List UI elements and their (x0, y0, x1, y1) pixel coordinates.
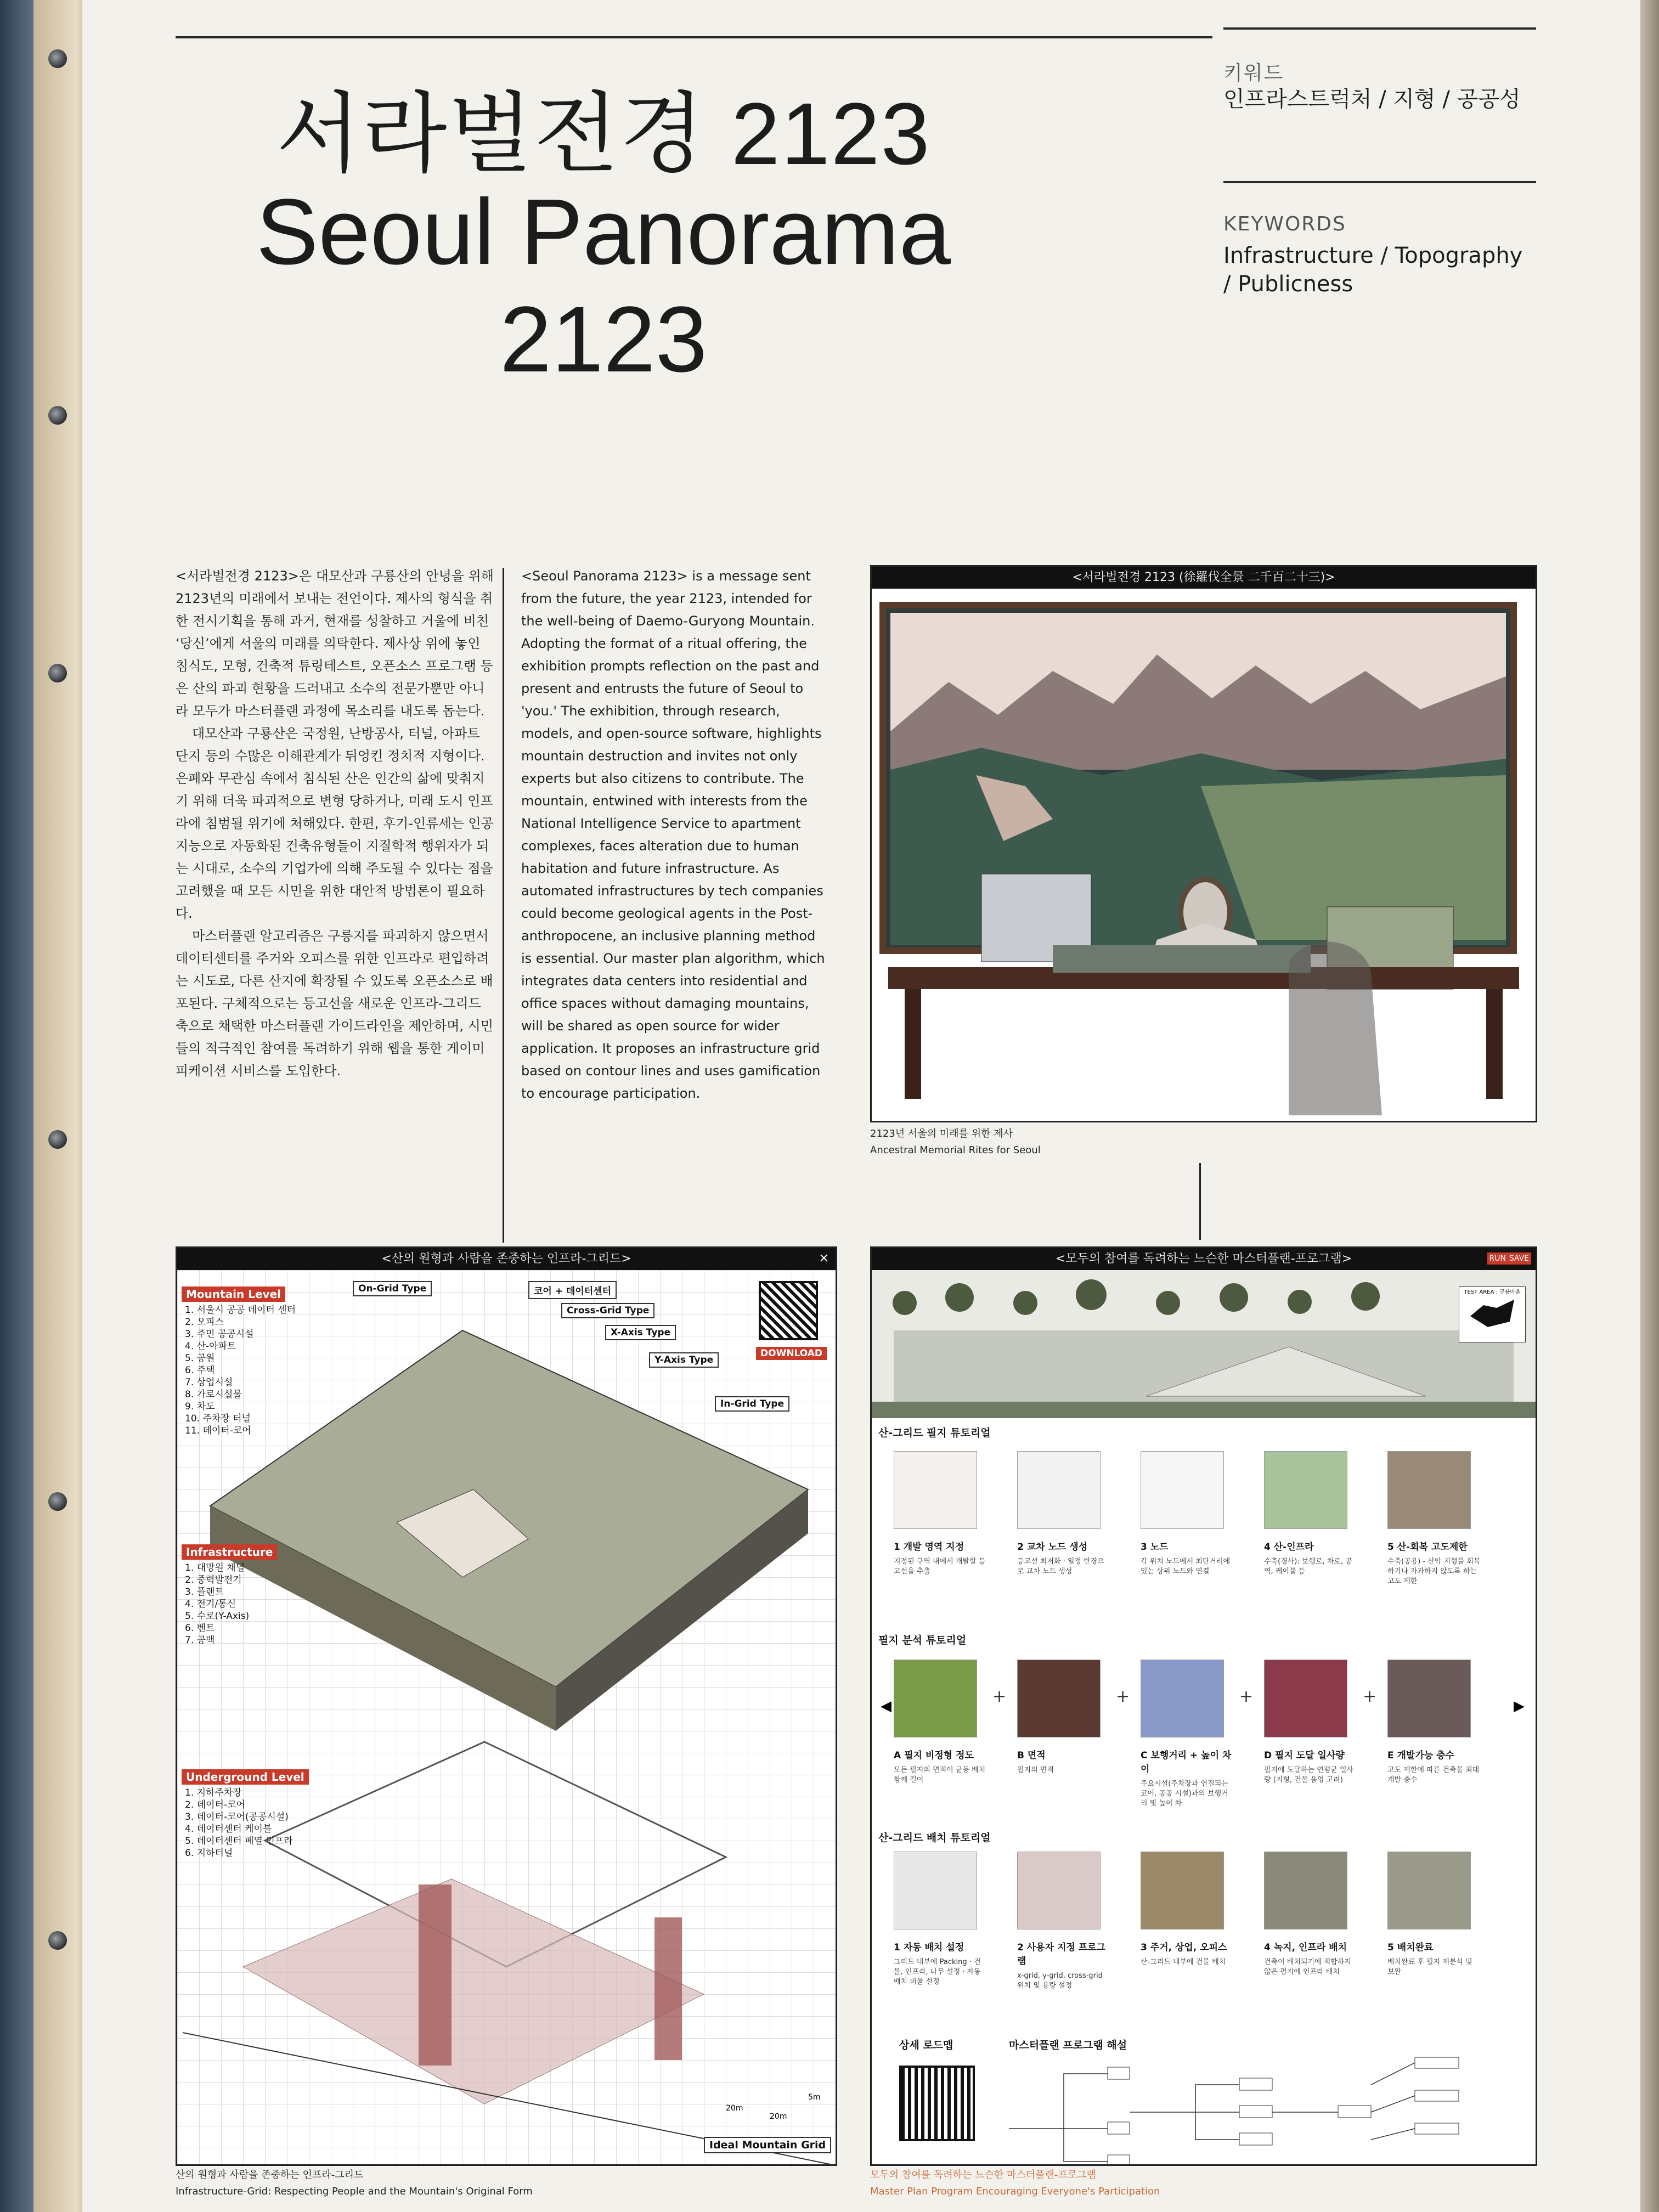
keyword-en-label: KEYWORDS (1223, 213, 1346, 235)
roadmap-label: 상세 로드맵 (899, 2039, 953, 2051)
infrastructure-grid-panel (176, 1246, 837, 2166)
tutorial-step[interactable] (1387, 1451, 1481, 1587)
step-name: 2 교차 노드 생성 (1017, 1542, 1088, 1553)
pin (48, 664, 67, 682)
next-arrow-icon[interactable]: ▶ (1514, 1698, 1525, 1714)
step-description: 모든 필지의 면적이 균등 배치 함께 길이 (894, 1766, 986, 1784)
step-thumbnail (1387, 1852, 1471, 1929)
step-description: 고도 제한에 따른 건축물 최대 개발 층수 (1387, 1766, 1480, 1784)
tutorial-step[interactable] (1141, 1660, 1234, 1809)
masterplan-caption-en: Master Plan Program Encouraging Everyone's Participation (870, 2186, 1160, 2197)
step-description: 주요시설(주차장과 연결되는 코어, 공공 시설)과의 보행거리 및 높이 차 (1141, 1780, 1228, 1808)
title-korean: 서라벌전경 2123 (276, 84, 931, 183)
step-thumbnail (1141, 1451, 1224, 1529)
tutorial-step[interactable] (1387, 1660, 1481, 1785)
step-description: 수축(공용) - 산악 지형을 회복하기나 자과하지 않도록 하는 고도 제한 (1387, 1558, 1481, 1585)
callout-cross-grid: Cross-Grid Type (561, 1303, 654, 1318)
tutorial-step[interactable] (894, 1451, 987, 1577)
legend-item: 2. 오피스 (185, 1317, 224, 1328)
step-thumbnail (894, 1451, 977, 1529)
callout-in-grid: In-Grid Type (715, 1396, 789, 1412)
step-thumbnail (1264, 1451, 1347, 1529)
step-description: 배치완료 후 필지 재분석 및 보완 (1387, 1958, 1472, 1976)
masterplan-header (872, 1248, 1536, 1270)
step-name: 1 개발 영역 지정 (894, 1542, 964, 1553)
section-placement-tutorial: 산-그리드 배치 튜토리얼 (878, 1832, 991, 1844)
step-thumbnail (1264, 1852, 1347, 1929)
step-name: 5 산-회복 고도제한 (1387, 1542, 1468, 1553)
tutorial-step[interactable] (1017, 1451, 1110, 1577)
keyword-en-value: Infrastructure / Topography / Publicness (1223, 243, 1523, 297)
title-rule (176, 36, 1212, 38)
program-explanation-label: 마스터플랜 프로그램 해설 (1009, 2039, 1127, 2051)
legend-item: 5. 공원 (185, 1353, 215, 1364)
masterplan-title: <모두의 참여를 독려하는 느슨한 마스터플랜-프로그램> (1055, 1252, 1352, 1266)
tutorial-step[interactable] (1264, 1660, 1357, 1785)
tutorial-step[interactable] (894, 1852, 987, 1987)
step-description: 그리드 내부에 Packing · 건물, 인프라, 나무 설정 · 자동배치 비율 설정 (894, 1958, 981, 1986)
test-area-label: TEST AREA : 구룡마을 (1464, 1289, 1521, 1295)
legend-item: 3. 데이터-코어(공공시설) (185, 1812, 289, 1822)
step-name: 5 배치완료 (1387, 1942, 1434, 1953)
step-description: 각 위치 노드에서 최단거리에 있는 상위 노드와 연결 (1141, 1558, 1231, 1576)
test-area-shape (1470, 1300, 1514, 1327)
mountain-level-list (185, 1304, 313, 1437)
step-thumbnail (1387, 1451, 1471, 1529)
village-illustration (872, 1270, 1536, 1418)
step-description: 건축이 배치되기에 적합하지 않은 필지에 인프라 배치 (1264, 1958, 1351, 1976)
step-name: 2 사용자 지정 프로그램 (1017, 1942, 1105, 1967)
legend-item: 11. 데이터-코어 (185, 1425, 251, 1436)
masterplan-caption-ko: 모두의 참여를 독려하는 느슨한 마스터플랜-프로그램 (870, 2169, 1096, 2181)
step-name: 4 산-인프라 (1264, 1542, 1314, 1553)
scale-label-b: 20m (770, 2112, 787, 2121)
callout-y-axis: Y-Axis Type (649, 1352, 719, 1368)
tutorial-step[interactable] (1141, 1852, 1234, 1967)
legend-item: 9. 차도 (185, 1401, 215, 1412)
legend-item: 7. 공백 (185, 1635, 215, 1646)
ideal-mountain-grid-label: Ideal Mountain Grid (704, 2137, 831, 2153)
close-icon[interactable]: ✕ (819, 1252, 829, 1266)
infrastructure-list (185, 1562, 313, 1646)
step-description: x-grid, y-grid, cross-grid 위치 및 용량 설정 (1017, 1972, 1103, 1990)
pin (48, 49, 67, 68)
legend-item: 1. 대망원 채널 (185, 1562, 245, 1573)
step-name: E 개발가능 층수 (1387, 1750, 1454, 1761)
english-text: <Seoul Panorama 2123> is a message sent from the future, the year 2123, intended for the well-being of Daemo-Guryong Mountain. Adopting the format of a ritual offering, the exhibition prompts reflection on the past and present and entrusts the future of Seoul to 'you.' The exhibition, through research, models, and open-source software, highlights mountain destruction and invites not only experts but also citizens to contribute. The mountain, entwined with interests from the National Intelligence Service to apartment complexes, faces alteration due to human habitation and future infrastructure. As automated infrastructures by tech companies could become geological agents in the Post-anthropocene, an inclusive planning method is essential. Our master plan algorithm, which integrates data centers into residential and office spaces without damaging mountains, will be shared as open source for wider application. It proposes an infrastructure grid based on contour lines and uses gamification to encourage participation. (521, 568, 825, 1101)
section-analysis-tutorial: 필지 분석 튜토리얼 (878, 1634, 967, 1646)
step-thumbnail (1141, 1660, 1224, 1737)
title-english: Seoul Panorama 2123 (256, 180, 951, 392)
qr-code (759, 1281, 818, 1340)
step-thumbnail (1017, 1660, 1101, 1737)
legend-item: 4. 산-아파트 (185, 1341, 236, 1352)
step-thumbnail (1387, 1660, 1471, 1737)
legend-item: 7. 상업시설 (185, 1377, 233, 1388)
underground-legend (182, 1769, 324, 1859)
legend-item: 5. 수로(Y-Axis) (185, 1611, 250, 1622)
tutorial-step[interactable] (1387, 1852, 1481, 1977)
test-area-map (1459, 1286, 1526, 1342)
step-thumbnail (894, 1852, 977, 1929)
grid-panel-title: <산의 원형과 사람을 존중하는 인프라-그리드> (381, 1252, 631, 1266)
panorama-header: <서라벌전경 2123 (徐羅伐全景 二千百二十三)> (872, 567, 1536, 589)
panorama-panel (870, 565, 1537, 1122)
grid-panel-header (177, 1248, 836, 1270)
tutorial-step[interactable] (1264, 1451, 1357, 1577)
legend-item: 6. 지하터널 (185, 1848, 233, 1859)
mountain-level-tag: Mountain Level (182, 1286, 285, 1302)
save-button[interactable]: SAVE (1507, 1252, 1531, 1265)
legend-item: 2. 중력발전기 (185, 1575, 242, 1585)
panorama-caption-en: Ancestral Memorial Rites for Seoul (870, 1144, 1041, 1156)
scale-label-c: 5m (808, 2093, 821, 2102)
legend-item: 3. 플랜트 (185, 1587, 224, 1598)
legend-item: 6. 벤트 (185, 1623, 215, 1634)
korean-paragraph: 대모산과 구룡산은 국정원, 난방공사, 터널, 아파트 단지 등의 수많은 이해관계가 뒤엉킨 정치적 지형이다. 은폐와 무관심 속에서 침식된 산은 인간의 삶에 맞춰지기 위해 더욱 파괴적으로 변형 당하거나, 미래 도시 인프라에 침범될 위기에 처해있다. 한편, 후기-인류세는 인공지능으로 자동화된 건축유형들이 지질학적 행위자가 되는 시대로, 소수의 기업가에 의해 주도될 수 있다는 점을 고려했을 때 모든 시민을 위한 대안적 방법론이 필요하다. (176, 726, 494, 921)
roadmap-qr-code (899, 2066, 975, 2141)
step-description: 수축(경사): 보행로, 차로, 공역, 케이블 등 (1264, 1558, 1352, 1576)
step-name: B 면적 (1017, 1750, 1046, 1761)
step-name: 3 주거, 상업, 오피스 (1141, 1942, 1227, 1953)
step-description: 필지의 면적 (1017, 1766, 1054, 1774)
wall-left (0, 0, 82, 2212)
tutorial-step[interactable] (1264, 1852, 1357, 1977)
korean-paragraph: <서라벌전경 2123>은 대모산과 구룡산의 안녕을 위해 2123년의 미래에서 보내는 전언이다. 제사의 형식을 취한 전시기획을 통해 과거, 현재를 성찰하고 거울에 비친 ‘당신’에게 서울의 미래를 의탁한다. 제사상 위에 놓인 침식도, 모형, 건축적 튜링테스트, 오픈소스 프로그램 등은 산의 파괴 현황을 드러내고 소수의 전문가뿐만 아니라 모두가 마스터플랜 과정에 목소리를 내도록 돕는다. (176, 568, 494, 719)
legend-item: 1. 지하주차장 (185, 1787, 242, 1798)
grid-caption-ko: 산의 원형과 사람을 존중하는 인프라-그리드 (176, 2169, 364, 2181)
infrastructure-legend (182, 1544, 313, 1646)
tutorial-step[interactable] (1017, 1852, 1110, 1991)
callout-core-datacenter: 코어 + 데이터센터 (528, 1281, 617, 1299)
step-thumbnail (1264, 1660, 1347, 1737)
keyword-ko-label: 키워드 (1223, 62, 1284, 84)
program-tree-diagram (998, 2052, 1525, 2166)
masterplan-program-panel (870, 1246, 1537, 2166)
plus-icon: + (1116, 1687, 1130, 1706)
panorama-caption-ko: 2123년 서울의 미래를 위한 제사 (870, 1128, 1013, 1139)
step-thumbnail (1141, 1852, 1224, 1929)
underground-tag: Underground Level (182, 1769, 309, 1785)
scale-label-a: 20m (726, 2104, 743, 2113)
step-name: C 보행거리 + 높이 차이 (1141, 1750, 1232, 1775)
step-thumbnail (1017, 1451, 1101, 1529)
tutorial-step[interactable] (1141, 1451, 1234, 1577)
callout-x-axis: X-Axis Type (605, 1325, 676, 1340)
step-name: 1 자동 배치 설정 (894, 1942, 964, 1953)
step-description: 지정된 구역 내에서 개발할 등고선을 추출 (894, 1558, 986, 1576)
plus-icon: + (1239, 1687, 1254, 1706)
run-button[interactable]: RUN (1487, 1252, 1508, 1265)
grid-caption-en: Infrastructure-Grid: Respecting People and the Mountain's Original Form (176, 2186, 533, 2197)
infrastructure-tag: Infrastructure (182, 1544, 277, 1560)
step-name: D 필지 도달 일사량 (1264, 1750, 1345, 1761)
plus-icon: + (1363, 1687, 1377, 1706)
pin (48, 406, 67, 425)
column-divider (503, 568, 504, 1243)
korean-text (176, 565, 494, 1082)
exhibition-board (82, 0, 1640, 2212)
wall-right (1637, 0, 1659, 2212)
download-button[interactable]: DOWNLOAD (756, 1347, 827, 1360)
legend-item: 2. 데이터-코어 (185, 1799, 245, 1810)
pin (48, 1931, 67, 1950)
step-thumbnail (894, 1660, 977, 1737)
step-name: 3 노드 (1141, 1542, 1169, 1553)
keyword-ko-value: 인프라스트럭처 / 지형 / 공공성 (1223, 87, 1521, 112)
keyword-rule-2 (1223, 181, 1536, 183)
step-description: 산-그리드 내부에 건물 배치 (1141, 1958, 1226, 1966)
keyword-rule (1223, 27, 1536, 30)
connector-line (1199, 1163, 1201, 1240)
section-grid-tutorial: 산-그리드 필지 튜토리얼 (878, 1427, 991, 1439)
step-name: A 필지 비정형 정도 (894, 1750, 974, 1761)
legend-item: 8. 가로시설물 (185, 1389, 242, 1400)
panorama-illustration (872, 589, 1536, 1121)
legend-item: 1. 서울시 공공 데이터 센터 (185, 1305, 296, 1316)
prev-arrow-icon[interactable]: ◀ (881, 1698, 891, 1714)
legend-item: 5. 데이터센터 폐열 인프라 (185, 1836, 293, 1847)
callout-on-grid: On-Grid Type (353, 1281, 432, 1296)
step-description: 필지에 도달하는 연평균 일사량 (지형, 건물 음영 고려) (1264, 1766, 1354, 1784)
legend-item: 3. 주민 공공시설 (185, 1329, 254, 1340)
pin (48, 1130, 67, 1149)
legend-item: 6. 주택 (185, 1365, 215, 1376)
legend-item: 4. 데이터센터 케이블 (185, 1824, 272, 1835)
step-description: 등고선 최저화 · 일정 반경으로 교차 노드 생성 (1017, 1558, 1104, 1576)
tutorial-step[interactable] (894, 1660, 987, 1785)
legend-item: 4. 전기/통신 (185, 1599, 236, 1610)
plus-icon: + (992, 1687, 1007, 1706)
korean-paragraph: 마스터플랜 알고리즘은 구릉지를 파괴하지 않으면서 데이터센터를 주거와 오피스를 위한 인프라로 편입하려는 시도로, 다른 산지에 확장될 수 있도록 오픈소스로 배포된다. 구체적으로는 등고선을 새로운 인프라-그리드 축으로 채택한 마스터플랜 가이드라인을 제안하며, 시민들의 적극적인 참여를 독려하기 위해 웹을 통한 게이미피케이션 서비스를 도입한다. (176, 928, 494, 1079)
step-name: 4 녹지, 인프라 배치 (1264, 1942, 1347, 1953)
mountain-level-legend (182, 1286, 313, 1437)
step-thumbnail (1017, 1852, 1101, 1929)
legend-item: 10. 주차장 터널 (185, 1413, 251, 1424)
tutorial-step[interactable] (1017, 1660, 1110, 1775)
underground-list (185, 1787, 324, 1859)
pin (48, 1492, 67, 1511)
